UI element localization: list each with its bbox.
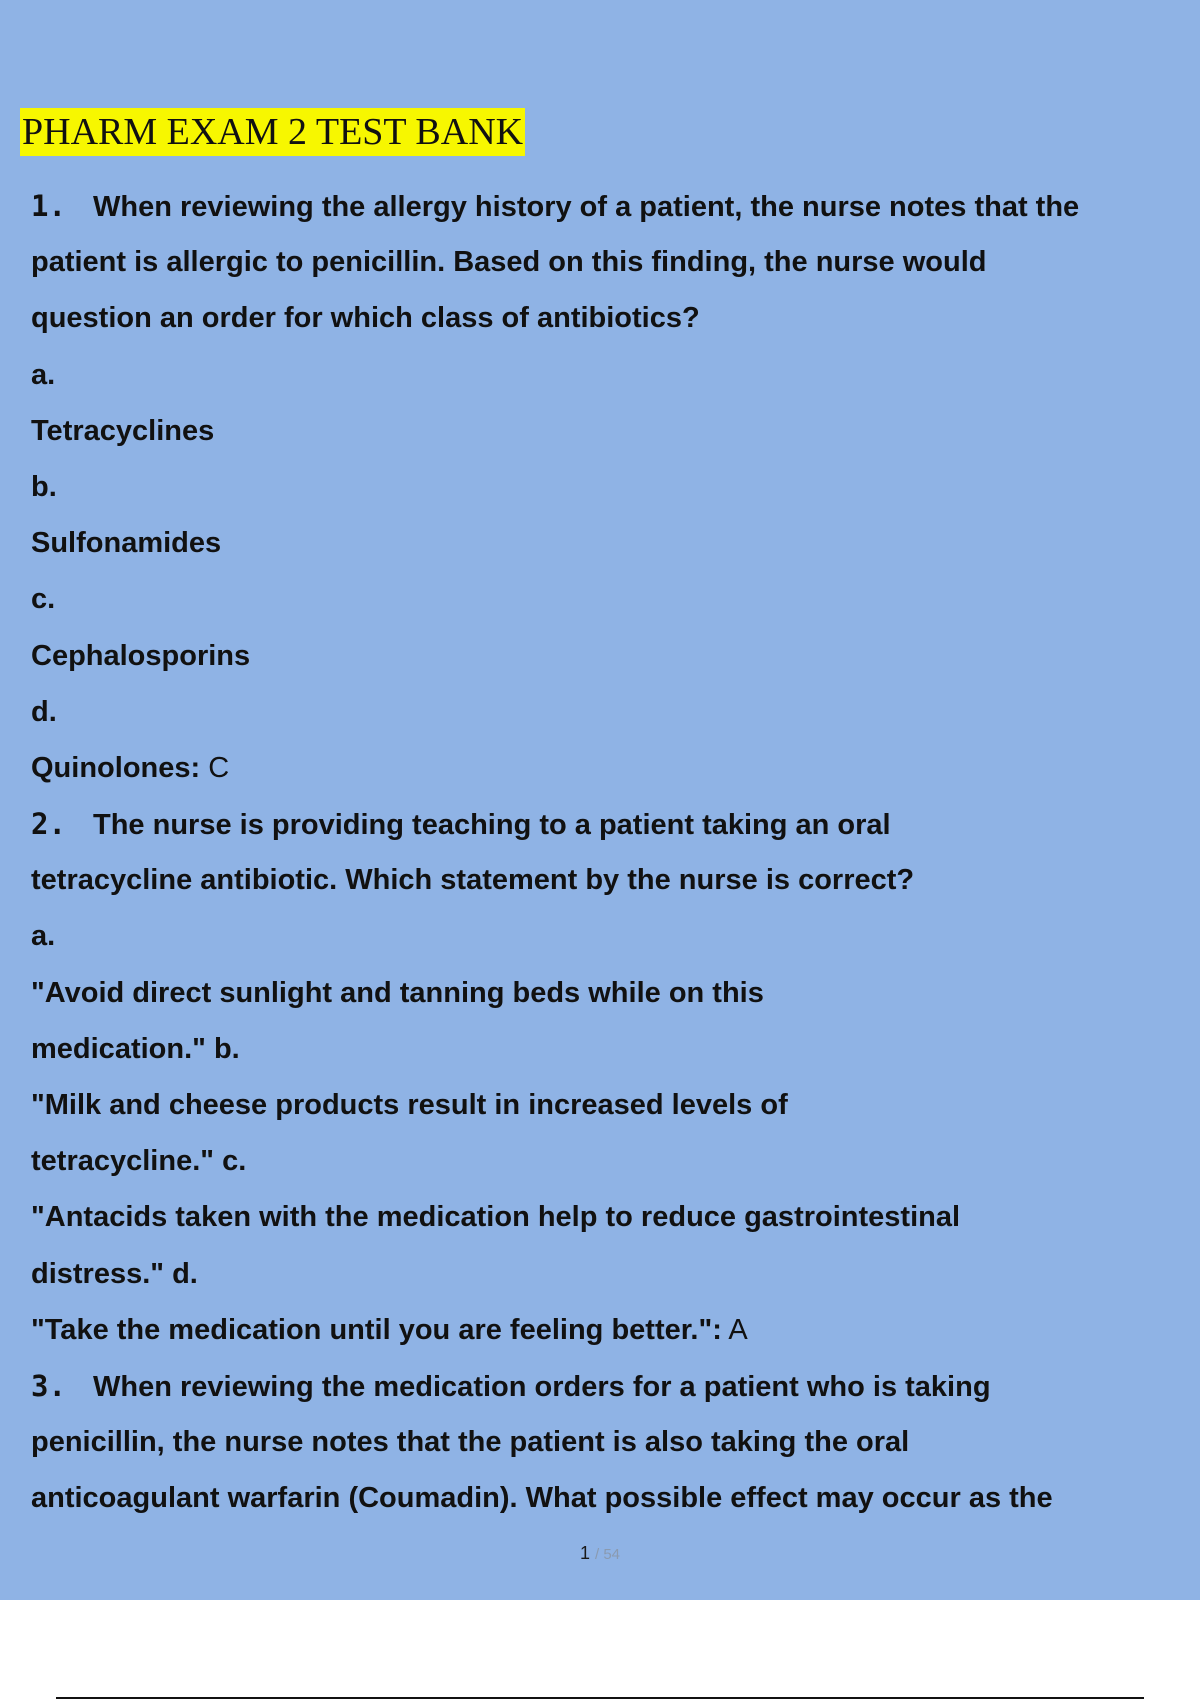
option-text [31, 1133, 1196, 1189]
line-text: "Avoid direct sunlight and tanning beds while on this [31, 976, 764, 1009]
line-text: Sulfonamides [31, 527, 222, 560]
option-text [31, 628, 1196, 684]
option-letter [31, 571, 1196, 627]
text-line [31, 1470, 1196, 1526]
page-indicator [0, 1541, 1200, 1567]
line-text: The nurse is providing teaching to a patient taking an oral [93, 809, 891, 842]
line-text: tetracycline antibiotic. Which statement by the nurse is correct? [31, 864, 915, 897]
answer-key: C [200, 751, 230, 784]
option-text [31, 403, 1196, 459]
option-text [31, 1077, 1196, 1133]
option-text [31, 1302, 1196, 1358]
line-text: question an order for which class of antibiotics? [31, 302, 700, 335]
line-text: tetracycline." c. [31, 1145, 247, 1178]
line-text: "Milk and cheese products result in increased levels of [31, 1089, 788, 1121]
document-title: PHARM EXAM 2 TEST BANK [20, 108, 525, 156]
line-text: distress." d. [31, 1257, 198, 1290]
line-text: "Take the medication until you are feeling better.": [31, 1313, 722, 1346]
option-letter [31, 347, 1196, 403]
line-text: "Antacids taken with the medication help to reduce gastrointestinal [31, 1201, 961, 1234]
text-line [31, 234, 1196, 290]
line-text: Cephalosporins [31, 639, 251, 672]
option-letter [31, 684, 1196, 740]
text-line [31, 290, 1196, 346]
option-text [31, 965, 1196, 1021]
option-text [31, 1021, 1196, 1077]
answer-key: A [721, 1313, 748, 1346]
current-page: 1 [579, 1543, 590, 1563]
line-text: Quinolones: [31, 751, 201, 784]
text-line [31, 1414, 1196, 1470]
question-number: 2. [31, 807, 66, 842]
line-text: When reviewing the allergy history of a patient, the nurse notes that the [93, 191, 1080, 223]
total-pages: / 54 [595, 1546, 621, 1563]
divider-line [56, 1697, 1144, 1699]
line-text: d. [31, 695, 57, 728]
line-text: medication." b. [31, 1032, 240, 1065]
option-letter [31, 908, 1196, 964]
text-line [31, 178, 1196, 234]
line-text: c. [31, 583, 56, 616]
line-text: When reviewing the medication orders for a patient who is taking [93, 1370, 991, 1403]
option-letter [31, 459, 1196, 515]
option-text [31, 1246, 1196, 1302]
question-number: 1. [31, 189, 66, 223]
text-line [31, 852, 1196, 908]
line-text: patient is allergic to penicillin. Based on this finding, the nurse would [31, 246, 987, 279]
question-number: 3. [31, 1368, 66, 1403]
option-text [31, 740, 1196, 796]
text-line [31, 796, 1196, 852]
line-text: anticoagulant warfarin (Coumadin). What possible effect may occur as the [31, 1482, 1053, 1515]
line-text: a. [31, 358, 56, 391]
line-text: penicillin, the nurse notes that the patient is also taking the oral [31, 1426, 910, 1459]
line-text: Tetracyclines [31, 414, 215, 447]
question-text [31, 178, 1196, 1527]
option-text [31, 515, 1196, 571]
line-text: a. [31, 920, 56, 953]
option-text [31, 1189, 1196, 1245]
line-text: b. [31, 470, 57, 503]
text-line [31, 1358, 1196, 1414]
